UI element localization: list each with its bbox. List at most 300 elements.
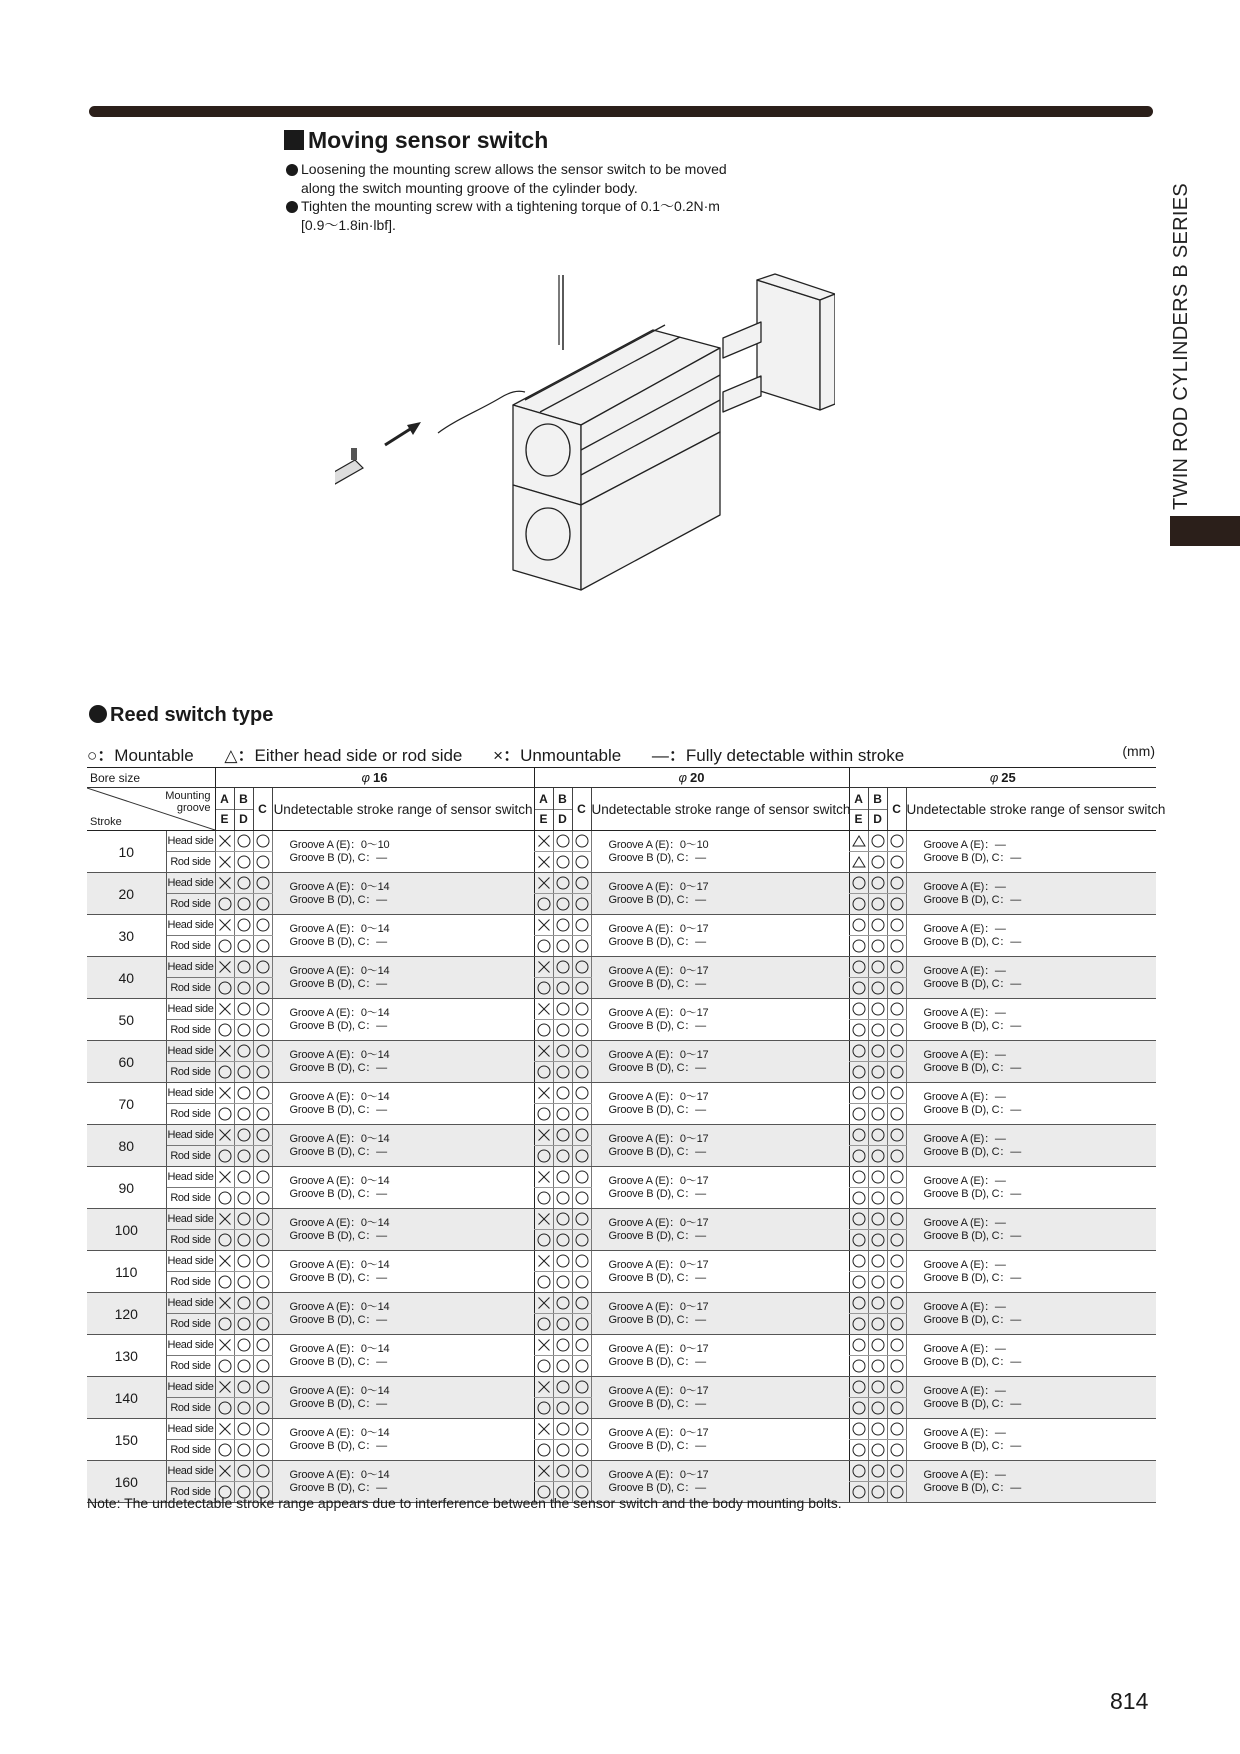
undetectable-range-cell: Groove A (E)：0～17 Groove B (D), C：— [591, 957, 849, 999]
mountable-circle-icon [556, 1128, 570, 1142]
mountable-circle-icon [890, 855, 904, 869]
mount-symbol [234, 1020, 253, 1041]
undetectable-range-cell: Groove A (E)：— Groove B (D), C：— [906, 1293, 1156, 1335]
mountable-circle-icon [852, 1191, 866, 1205]
mount-symbol [534, 936, 553, 957]
mount-symbol [887, 852, 906, 873]
mount-symbol [572, 1377, 591, 1398]
mountable-circle-icon [237, 1401, 251, 1415]
mountable-circle-icon [237, 1254, 251, 1268]
mount-symbol [234, 1209, 253, 1230]
mount-symbol [215, 1062, 234, 1083]
mount-symbol [572, 1041, 591, 1062]
table-row [87, 999, 1156, 1020]
table-row [87, 1041, 1156, 1062]
mountable-circle-icon [256, 1065, 270, 1079]
mountable-circle-icon [890, 1401, 904, 1415]
mount-symbol [868, 915, 887, 936]
rod-side-label: Rod side [166, 1104, 215, 1125]
stroke-value: 70 [87, 1083, 166, 1125]
mount-symbol [534, 1230, 553, 1251]
mount-symbol [234, 1272, 253, 1293]
groove-a-e-header: A E [534, 788, 553, 831]
mountable-circle-icon [237, 897, 251, 911]
undetectable-range-cell: Groove A (E)：0～17 Groove B (D), C：— [591, 1251, 849, 1293]
mountable-circle-icon [218, 897, 232, 911]
mount-symbol [234, 1167, 253, 1188]
mount-symbol [534, 1419, 553, 1440]
mountable-circle-icon [852, 1128, 866, 1142]
mount-symbol [553, 1419, 572, 1440]
mount-symbol [849, 1335, 868, 1356]
mount-symbol [887, 1440, 906, 1461]
undetectable-range-cell: Groove A (E)：0～14 Groove B (D), C：— [272, 957, 534, 999]
unmountable-cross-icon [218, 1338, 232, 1352]
rod-side-label: Rod side [166, 1146, 215, 1167]
mountable-circle-icon [237, 939, 251, 953]
mountable-circle-icon [852, 1044, 866, 1058]
mount-symbol [234, 1062, 253, 1083]
mountable-circle-icon [256, 918, 270, 932]
mountable-circle-icon [575, 855, 589, 869]
mount-symbol [553, 873, 572, 894]
rod-side-label: Rod side [166, 1356, 215, 1377]
mount-symbol [887, 1146, 906, 1167]
stroke-value: 90 [87, 1167, 166, 1209]
mountable-circle-icon [218, 1275, 232, 1289]
mount-symbol [553, 1440, 572, 1461]
mount-symbol [849, 1125, 868, 1146]
mount-symbol [253, 1440, 272, 1461]
mountable-circle-icon [556, 1065, 570, 1079]
mountable-circle-icon [256, 1170, 270, 1184]
mount-symbol [215, 957, 234, 978]
undetectable-range-cell: Groove A (E)：0～17 Groove B (D), C：— [591, 999, 849, 1041]
mount-symbol [887, 831, 906, 852]
mount-symbol [534, 1335, 553, 1356]
head-side-label: Head side [166, 1209, 215, 1230]
mount-symbol [215, 831, 234, 852]
mount-symbol [215, 1083, 234, 1104]
mountable-circle-icon [237, 1086, 251, 1100]
mount-symbol [234, 936, 253, 957]
mount-symbol [553, 1062, 572, 1083]
mountable-circle-icon [256, 1002, 270, 1016]
mount-symbol [253, 1167, 272, 1188]
mount-symbol [849, 936, 868, 957]
stroke-value: 60 [87, 1041, 166, 1083]
mount-symbol [234, 1188, 253, 1209]
reed-switch-table [87, 767, 1166, 1503]
mount-symbol [849, 1314, 868, 1335]
mount-symbol [534, 1083, 553, 1104]
mount-symbol [572, 1125, 591, 1146]
mountable-circle-icon [871, 1359, 885, 1373]
head-side-label: Head side [166, 1335, 215, 1356]
mountable-circle-icon [556, 960, 570, 974]
mount-symbol [534, 1188, 553, 1209]
mountable-circle-icon [537, 1443, 551, 1457]
mountable-circle-icon [575, 1128, 589, 1142]
mount-symbol [887, 1461, 906, 1482]
undetectable-range-cell: Groove A (E)：— Groove B (D), C：— [906, 915, 1156, 957]
symbol-legend [87, 741, 1155, 766]
mount-symbol [215, 1209, 234, 1230]
undetectable-range-cell: Groove A (E)：0～17 Groove B (D), C：— [591, 1041, 849, 1083]
table-row [87, 1167, 1156, 1188]
stroke-label: Stroke [90, 816, 122, 828]
mount-symbol [553, 894, 572, 915]
head-side-label: Head side [166, 1293, 215, 1314]
mount-symbol [553, 1461, 572, 1482]
mount-symbol [234, 894, 253, 915]
unmountable-cross-icon [537, 876, 551, 890]
rod-side-label: Rod side [166, 1230, 215, 1251]
mountable-circle-icon [575, 1422, 589, 1436]
stroke-value: 120 [87, 1293, 166, 1335]
undetectable-range-cell: Groove A (E)：— Groove B (D), C：— [906, 1125, 1156, 1167]
mount-symbol [572, 936, 591, 957]
mountable-circle-icon [256, 1338, 270, 1352]
mountable-circle-icon [556, 1401, 570, 1415]
mountable-circle-icon [852, 1359, 866, 1373]
rod-side-label: Rod side [166, 1062, 215, 1083]
mountable-circle-icon [852, 939, 866, 953]
mountable-circle-icon [890, 1044, 904, 1058]
mount-symbol [534, 957, 553, 978]
mountable-circle-icon [537, 1401, 551, 1415]
mountable-circle-icon [890, 1338, 904, 1352]
head-side-label: Head side [166, 1041, 215, 1062]
mountable-circle-icon [256, 855, 270, 869]
unmountable-cross-icon [218, 1002, 232, 1016]
mountable-circle-icon [556, 981, 570, 995]
mount-symbol [553, 1398, 572, 1419]
mount-symbol [534, 894, 553, 915]
mount-symbol [572, 1419, 591, 1440]
mount-symbol [534, 915, 553, 936]
mountable-circle-icon [256, 1401, 270, 1415]
mountable-circle-icon [218, 1149, 232, 1163]
unmountable-cross-icon [537, 1170, 551, 1184]
mount-symbol [553, 1251, 572, 1272]
mount-symbol [868, 1125, 887, 1146]
mount-symbol [868, 1230, 887, 1251]
unmountable-cross-icon [537, 1128, 551, 1142]
mountable-circle-icon [556, 1338, 570, 1352]
mountable-circle-icon [871, 1380, 885, 1394]
mount-symbol [887, 957, 906, 978]
rod-side-label: Rod side [166, 978, 215, 999]
head-side-label: Head side [166, 873, 215, 894]
mountable-circle-icon [890, 1002, 904, 1016]
mountable-circle-icon [256, 1044, 270, 1058]
mount-symbol [887, 1314, 906, 1335]
mountable-circle-icon [871, 1044, 885, 1058]
mount-symbol [234, 1230, 253, 1251]
mountable-circle-icon [575, 1338, 589, 1352]
mountable-circle-icon [556, 1275, 570, 1289]
undetectable-range-cell: Groove A (E)：0～17 Groove B (D), C：— [591, 1461, 849, 1503]
mount-symbol [868, 1209, 887, 1230]
mountable-circle-icon [537, 1275, 551, 1289]
mountable-circle-icon [237, 960, 251, 974]
mount-symbol [572, 1293, 591, 1314]
mountable-circle-icon [852, 1065, 866, 1079]
mount-symbol [572, 831, 591, 852]
mountable-circle-icon [537, 1065, 551, 1079]
mountable-circle-icon [890, 1485, 904, 1499]
mountable-circle-icon [890, 1380, 904, 1394]
table-row [87, 1377, 1156, 1398]
mount-symbol [868, 1461, 887, 1482]
mountable-circle-icon [890, 1128, 904, 1142]
mount-symbol [849, 1461, 868, 1482]
mountable-circle-icon [871, 1212, 885, 1226]
mount-symbol [253, 1293, 272, 1314]
mountable-circle-icon [890, 1023, 904, 1037]
mountable-circle-icon [852, 1464, 866, 1478]
mount-symbol [234, 1377, 253, 1398]
mountable-circle-icon [556, 1107, 570, 1121]
undetectable-range-header: Undetectable stroke range of sensor switch [272, 788, 534, 831]
mount-symbol [253, 1272, 272, 1293]
head-side-label: Head side [166, 1083, 215, 1104]
rod-side-label: Rod side [166, 1398, 215, 1419]
mountable-circle-icon [575, 1275, 589, 1289]
mount-symbol [868, 1083, 887, 1104]
mount-symbol [849, 1104, 868, 1125]
mountable-circle-icon [575, 981, 589, 995]
mountable-circle-icon [556, 1023, 570, 1037]
mount-symbol [534, 1251, 553, 1272]
mountable-circle-icon [852, 1338, 866, 1352]
mount-symbol [553, 1020, 572, 1041]
mountable-circle-icon [556, 876, 570, 890]
mount-symbol [215, 1167, 234, 1188]
mount-symbol [868, 1314, 887, 1335]
mount-symbol [868, 1104, 887, 1125]
mountable-circle-icon [556, 918, 570, 932]
mount-symbol [887, 1209, 906, 1230]
rod-side-label: Rod side [166, 1314, 215, 1335]
mount-symbol [849, 1356, 868, 1377]
mount-symbol [215, 894, 234, 915]
mount-symbol [868, 1293, 887, 1314]
mountable-circle-icon [256, 1191, 270, 1205]
mountable-circle-icon [556, 897, 570, 911]
mount-symbol [234, 999, 253, 1020]
rod-side-label: Rod side [166, 1188, 215, 1209]
undetectable-range-cell: Groove A (E)：— Groove B (D), C：— [906, 1209, 1156, 1251]
mountable-circle-icon [218, 1233, 232, 1247]
mountable-circle-icon [890, 960, 904, 974]
mountable-circle-icon [871, 1149, 885, 1163]
mount-symbol [215, 999, 234, 1020]
undetectable-range-cell: Groove A (E)：0～14 Groove B (D), C：— [272, 1335, 534, 1377]
mount-symbol [553, 999, 572, 1020]
mountable-circle-icon [556, 1191, 570, 1205]
mount-symbol [849, 1146, 868, 1167]
mount-symbol [534, 999, 553, 1020]
mountable-circle-icon [218, 1359, 232, 1373]
mount-symbol [868, 1062, 887, 1083]
mounting-groove-label: Mounting groove [165, 790, 211, 814]
head-side-label: Head side [166, 1167, 215, 1188]
undetectable-range-cell: Groove A (E)：0～17 Groove B (D), C：— [591, 1083, 849, 1125]
head-side-label: Head side [166, 1461, 215, 1482]
undetectable-range-cell: Groove A (E)：0～14 Groove B (D), C：— [272, 1251, 534, 1293]
undetectable-range-cell: Groove A (E)：— Groove B (D), C：— [906, 1461, 1156, 1503]
mountable-circle-icon [575, 1107, 589, 1121]
mountable-circle-icon [890, 1296, 904, 1310]
mountable-circle-icon [218, 1065, 232, 1079]
mount-symbol [553, 1377, 572, 1398]
mount-symbol [534, 1440, 553, 1461]
mount-symbol [253, 1041, 272, 1062]
mount-symbol [572, 1083, 591, 1104]
mount-symbol [572, 1062, 591, 1083]
mount-symbol [572, 1335, 591, 1356]
mount-symbol [572, 978, 591, 999]
mountable-circle-icon [890, 1254, 904, 1268]
mountable-circle-icon [256, 981, 270, 995]
mount-symbol [215, 1146, 234, 1167]
mountable-circle-icon [537, 1191, 551, 1205]
mount-symbol [887, 1377, 906, 1398]
mount-symbol [234, 1083, 253, 1104]
mountable-circle-icon [256, 1422, 270, 1436]
unmountable-cross-icon [218, 1296, 232, 1310]
undetectable-range-cell: Groove A (E)：— Groove B (D), C：— [906, 999, 1156, 1041]
mount-symbol [215, 1230, 234, 1251]
mount-symbol [534, 1272, 553, 1293]
mountable-circle-icon [890, 1233, 904, 1247]
undetectable-range-cell: Groove A (E)：— Groove B (D), C：— [906, 1419, 1156, 1461]
stroke-value: 160 [87, 1461, 166, 1503]
mountable-circle-icon [871, 855, 885, 869]
mount-symbol [253, 1419, 272, 1440]
mountable-circle-icon [256, 1359, 270, 1373]
undetectable-range-cell: Groove A (E)：0～14 Groove B (D), C：— [272, 1041, 534, 1083]
reed-switch-title: Reed switch type [89, 704, 273, 727]
mount-symbol [849, 957, 868, 978]
mountable-circle-icon [890, 876, 904, 890]
mountable-circle-icon [871, 1401, 885, 1415]
mount-symbol [553, 978, 572, 999]
mount-symbol [887, 1062, 906, 1083]
mountable-circle-icon [256, 1254, 270, 1268]
mount-symbol [253, 1251, 272, 1272]
mount-symbol [849, 999, 868, 1020]
mount-symbol [887, 1230, 906, 1251]
mountable-circle-icon [852, 1107, 866, 1121]
mountable-circle-icon [556, 939, 570, 953]
mountable-circle-icon [575, 1023, 589, 1037]
mount-symbol [234, 1335, 253, 1356]
mount-symbol [534, 1041, 553, 1062]
mountable-circle-icon [871, 1464, 885, 1478]
mountable-circle-icon [852, 1485, 866, 1499]
mount-symbol [572, 1398, 591, 1419]
mountable-circle-icon [890, 1086, 904, 1100]
table-row [87, 1209, 1156, 1230]
mount-symbol [234, 1251, 253, 1272]
mount-symbol [253, 1230, 272, 1251]
mountable-circle-icon [218, 981, 232, 995]
unmountable-cross-icon [537, 1296, 551, 1310]
mountable-circle-icon [890, 834, 904, 848]
mountable-circle-icon [237, 1128, 251, 1142]
bore-size-label: Bore size [87, 768, 215, 788]
mount-symbol [253, 1314, 272, 1335]
mount-symbol [553, 1209, 572, 1230]
mountable-circle-icon [556, 1086, 570, 1100]
mountable-circle-icon [537, 1023, 551, 1037]
mount-symbol [887, 1041, 906, 1062]
mount-symbol [887, 1293, 906, 1314]
rod-side-label: Rod side [166, 1020, 215, 1041]
bullet-item-cont: along the switch mounting groove of the cylinder body. [301, 179, 638, 196]
table-row [87, 1419, 1156, 1440]
mount-symbol [253, 1104, 272, 1125]
mountable-circle-icon [852, 1317, 866, 1331]
side-tab-marker [1170, 516, 1240, 546]
mountable-circle-icon [256, 897, 270, 911]
rod-side-label: Rod side [166, 1482, 215, 1503]
mountable-circle-icon [556, 1380, 570, 1394]
head-side-label: Head side [166, 915, 215, 936]
mountable-circle-icon [256, 1296, 270, 1310]
mount-symbol [849, 1293, 868, 1314]
undetectable-range-cell: Groove A (E)：0～10 Groove B (D), C：— [591, 831, 849, 873]
mount-symbol [849, 1020, 868, 1041]
mountable-circle-icon [556, 1170, 570, 1184]
undetectable-range-cell: Groove A (E)：0～14 Groove B (D), C：— [272, 1167, 534, 1209]
mount-symbol [572, 1146, 591, 1167]
mount-symbol [253, 936, 272, 957]
undetectable-range-cell: Groove A (E)：— Groove B (D), C：— [906, 1083, 1156, 1125]
mount-symbol [849, 1083, 868, 1104]
mount-symbol [253, 1062, 272, 1083]
mountable-circle-icon [237, 1212, 251, 1226]
mount-symbol [215, 1041, 234, 1062]
mount-symbol [849, 1230, 868, 1251]
stroke-groove-corner [87, 788, 215, 831]
unit-label: (mm) [1122, 743, 1155, 759]
mount-symbol [553, 831, 572, 852]
mount-symbol [849, 915, 868, 936]
mountable-circle-icon [256, 1212, 270, 1226]
mount-symbol [534, 1146, 553, 1167]
mount-symbol [849, 1188, 868, 1209]
mountable-circle-icon [237, 1002, 251, 1016]
mount-symbol [234, 852, 253, 873]
stroke-value: 150 [87, 1419, 166, 1461]
mountable-circle-icon [537, 1359, 551, 1373]
table-header-bore-row [87, 768, 1156, 788]
undetectable-range-cell: Groove A (E)：0～14 Groove B (D), C：— [272, 999, 534, 1041]
groove-c-header: C [887, 788, 906, 831]
mount-symbol [215, 1125, 234, 1146]
mount-symbol [553, 1188, 572, 1209]
legend-item: —：Fully detectable within stroke [651, 746, 905, 765]
mount-symbol [887, 1167, 906, 1188]
mountable-circle-icon [852, 1422, 866, 1436]
mountable-circle-icon [575, 1170, 589, 1184]
mountable-circle-icon [237, 1107, 251, 1121]
table-row [87, 1125, 1156, 1146]
